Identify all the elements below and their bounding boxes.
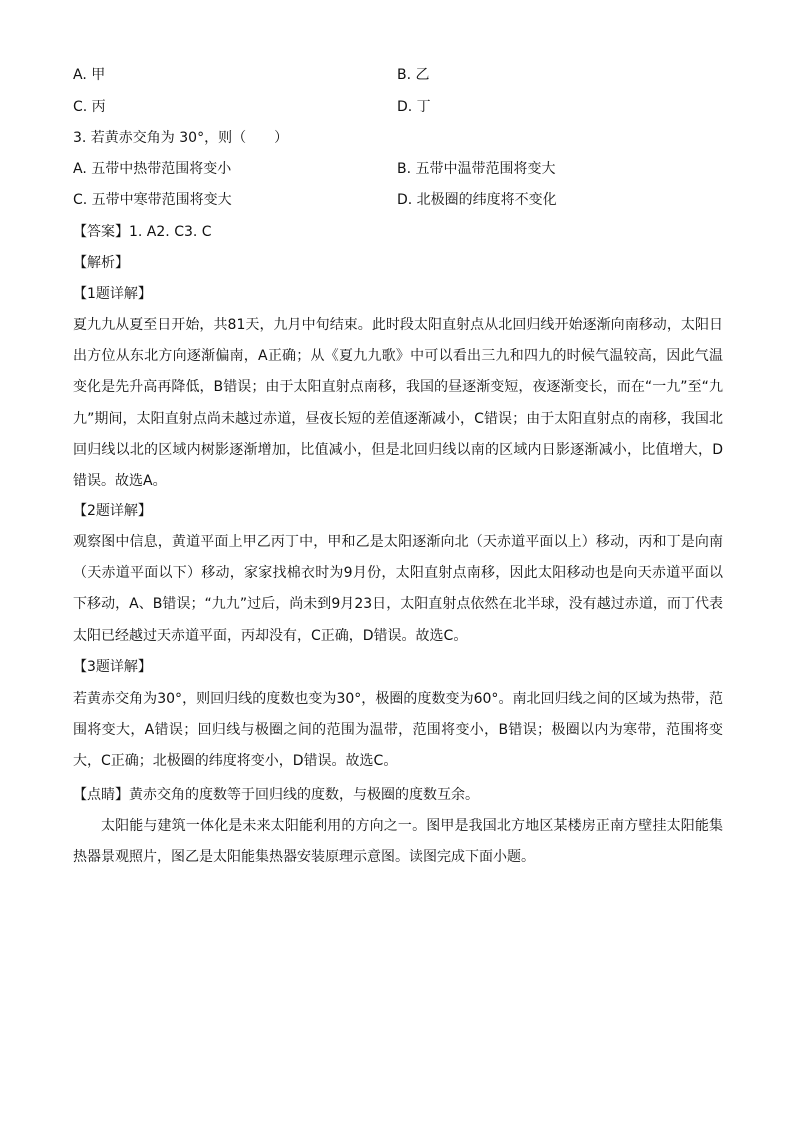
q2-option-a: A. 甲: [73, 67, 106, 83]
q2-options-row-2: [73, 94, 733, 120]
detail-3-text: 若黄赤交角为30°，则回归线的度数也变为30°，极圈的度数变为60°。南北回归线之间的区域为热带，范围将变大，A错误；回归线与极圈之间的范围为温带，范围将变小，B错误；极圈以内为寒带，范围将变大，C正确；北极圈的纬度将变小，D错误。故选C。: [73, 691, 723, 770]
q2-options-row-1: [73, 62, 733, 88]
q3-options-row-2: [73, 187, 733, 213]
q3-option-d: D. 北极圈的纬度将不变化: [397, 192, 557, 208]
detail-1-label: 【1题详解】: [73, 286, 152, 302]
q3-option-c: C. 五带中寒带范围将变大: [73, 192, 232, 208]
q2-option-c: C. 丙: [73, 99, 106, 115]
q3-stem: 3. 若黄赤交角为 30°，则（ ）: [73, 130, 289, 146]
next-question-intro: 太阳能与建筑一体化是未来太阳能利用的方向之一。图甲是我国北方地区某楼房正南方壁挂太阳能集热器景观照片，图乙是太阳能集热器安装原理示意图。读图完成下面小题。: [73, 818, 723, 866]
analysis-label: 【解析】: [73, 255, 129, 271]
detail-3-label: 【3题详解】: [73, 659, 152, 675]
q3-option-a: A. 五带中热带范围将变小: [73, 161, 232, 177]
detail-2-text: 观察图中信息，黄道平面上甲乙丙丁中，甲和乙是太阳逐渐向北（天赤道平面以上）移动，丙和丁是向南（天赤道平面以下）移动，家家找棉衣时为9月份，太阳直射点南移，因此太阳移动也是向天赤道平面以下移动，A、B错误；“九九”过后，尚未到9月23日，太阳直射点依然在北半球，没有越过赤道，而丁代表太阳已经越过天赤道平面，丙却没有，C正确，D错误。故选C。: [73, 534, 723, 644]
q2-option-d: D. 丁: [397, 99, 431, 115]
tip-line: 【点睛】黄赤交角的度数等于回归线的度数，与极圈的度数互余。: [73, 787, 479, 803]
q3-option-b: B. 五带中温带范围将变大: [397, 161, 556, 177]
answer-line: 【答案】1. A2. C3. C: [73, 224, 212, 240]
detail-1-text: 夏九九从夏至日开始，共81天，九月中旬结束。此时段太阳直射点从北回归线开始逐渐向南移动，太阳日出方位从东北方向逐渐偏南，A正确；从《夏九九歌》中可以看出三九和四九的时候气温较高，因此气温变化是先升高再降低，B错误；由于太阳直射点南移，我国的昼逐渐变短，夜逐渐变长，而在“一九”至“九九”期间，太阳直射点尚未越过赤道，昼夜长短的差值逐渐减小，C错误；由于太阳直射点的南移，我国北回归线以北的区域内树影逐渐增加，比值减小，但是北回归线以南的区域内日影逐渐减小，比值增大，D错误。故选A。: [73, 317, 723, 490]
detail-2-label: 【2题详解】: [73, 503, 152, 519]
q2-option-b: B. 乙: [397, 67, 430, 83]
q3-options-row-1: [73, 156, 733, 182]
